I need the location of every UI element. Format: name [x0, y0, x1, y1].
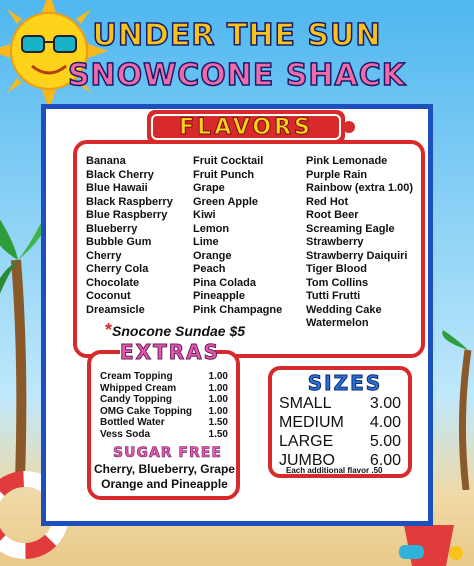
extra-price: 1.00 — [208, 382, 228, 394]
extra-row — [100, 429, 228, 441]
sundae-line — [105, 320, 245, 341]
flavor-item: Rainbow (extra 1.00) — [306, 182, 413, 194]
banner-tail — [343, 121, 355, 133]
size-name: SMALL — [279, 395, 332, 412]
flavor-item: Blue Hawaii — [86, 182, 148, 194]
size-name: JUMBO — [279, 452, 335, 469]
flavor-item: Cherry Cola — [86, 263, 149, 275]
flavor-item: Black Raspberry — [86, 195, 173, 208]
flavor-item: Pink Champagne — [193, 303, 283, 316]
flavor-item: Lime — [193, 236, 219, 248]
flavor-item: Kiwi — [193, 209, 216, 221]
size-price: 3.00 — [369, 395, 401, 412]
flavor-item: Black Cherry — [86, 168, 154, 181]
sizes-list — [279, 394, 401, 470]
flavor-column-2 — [193, 155, 282, 317]
flavor-item: Chocolate — [86, 276, 140, 289]
extra-price: 1.00 — [208, 371, 228, 382]
size-row — [279, 432, 401, 451]
flavor-item: Purple Rain — [306, 168, 368, 181]
flavor-item: Bubble Gum — [86, 236, 152, 248]
extra-row — [100, 394, 228, 406]
flavor-item: Fruit Punch — [193, 168, 255, 181]
extra-name: Vess Soda — [100, 428, 151, 440]
size-price: 6.00 — [369, 452, 401, 469]
extra-name: Bottled Water — [100, 417, 165, 429]
flavor-item: Root Beer — [306, 209, 359, 221]
size-price: 4.00 — [369, 414, 401, 431]
extra-price: 1.50 — [208, 417, 228, 429]
flavor-item: Strawberry — [306, 236, 364, 248]
size-name: MEDIUM — [279, 414, 344, 431]
extra-row — [100, 383, 228, 395]
flavor-item: Dreamsicle — [86, 303, 145, 316]
flavor-item: Red Hot — [306, 195, 349, 208]
sugar-free-title: SUGAR FREE — [113, 445, 222, 461]
extra-price: 1.00 — [208, 394, 228, 406]
flavor-column-3 — [306, 155, 413, 331]
flavor-item: Wedding Cake — [306, 303, 382, 316]
sugar-free-flavors — [92, 462, 237, 492]
flavor-item: Pink Lemonade — [306, 155, 388, 167]
extra-name: Whipped Cream — [100, 382, 177, 394]
flavors-title: FLAVORS — [179, 114, 313, 140]
extra-name: Candy Topping — [100, 394, 173, 406]
sugar-free-line: Orange and Pineapple — [101, 477, 228, 491]
flavor-item: Orange — [193, 249, 232, 262]
extras-title: EXTRAS — [120, 340, 215, 368]
flavor-item: Fruit Cocktail — [193, 155, 264, 167]
extra-price: 1.00 — [208, 405, 228, 417]
shop-title-line1: UNDER THE SUN — [92, 18, 382, 53]
asterisk-icon: * — [105, 320, 113, 340]
flavor-item: Banana — [86, 155, 126, 167]
extra-row — [100, 417, 228, 429]
size-row — [279, 413, 401, 432]
extra-name: Cream Topping — [100, 371, 173, 382]
size-name: LARGE — [279, 433, 334, 450]
extras-list — [100, 371, 228, 441]
sugar-free-line: Cherry, Blueberry, Grape — [94, 462, 235, 476]
extra-name: OMG Cake Topping — [100, 405, 193, 417]
flavor-item: Coconut — [86, 290, 131, 302]
additional-flavor-note: Each additional flavor .50 — [286, 466, 383, 475]
flavor-item: Pineapple — [193, 290, 245, 302]
flavors-banner — [147, 110, 345, 144]
extra-row — [100, 406, 228, 418]
palm-tree-icon — [438, 330, 474, 490]
flavor-item: Screaming Eagle — [306, 222, 395, 235]
flavor-item: Strawberry Daiquiri — [306, 249, 408, 262]
flavor-item: Grape — [193, 182, 225, 194]
flavor-item: Blueberry — [86, 222, 138, 235]
flavor-item: Peach — [193, 263, 226, 275]
sun-icon — [0, 0, 108, 110]
flavor-item: Cherry — [86, 249, 122, 262]
flavor-item: Blue Raspberry — [86, 209, 168, 221]
sundae-text: Snocone Sundae $5 — [112, 323, 246, 339]
flavor-column-1 — [86, 155, 173, 317]
flavor-item: Lemon — [193, 222, 230, 235]
flavor-item: Tom Collins — [306, 276, 369, 289]
flavor-item: Tutti Frutti — [306, 290, 361, 302]
extra-price: 1.50 — [208, 428, 228, 440]
shop-title-line2: SNOWCONE SHACK — [67, 58, 407, 93]
flavor-item: Green Apple — [193, 195, 258, 208]
size-price: 5.00 — [369, 433, 401, 450]
flavor-item: Pina Colada — [193, 276, 256, 289]
flavor-item: Watermelon — [306, 317, 369, 329]
extra-row — [100, 371, 228, 383]
flavor-item: Tiger Blood — [306, 263, 367, 275]
size-row — [279, 394, 401, 413]
sizes-title: SIZES — [307, 371, 383, 395]
